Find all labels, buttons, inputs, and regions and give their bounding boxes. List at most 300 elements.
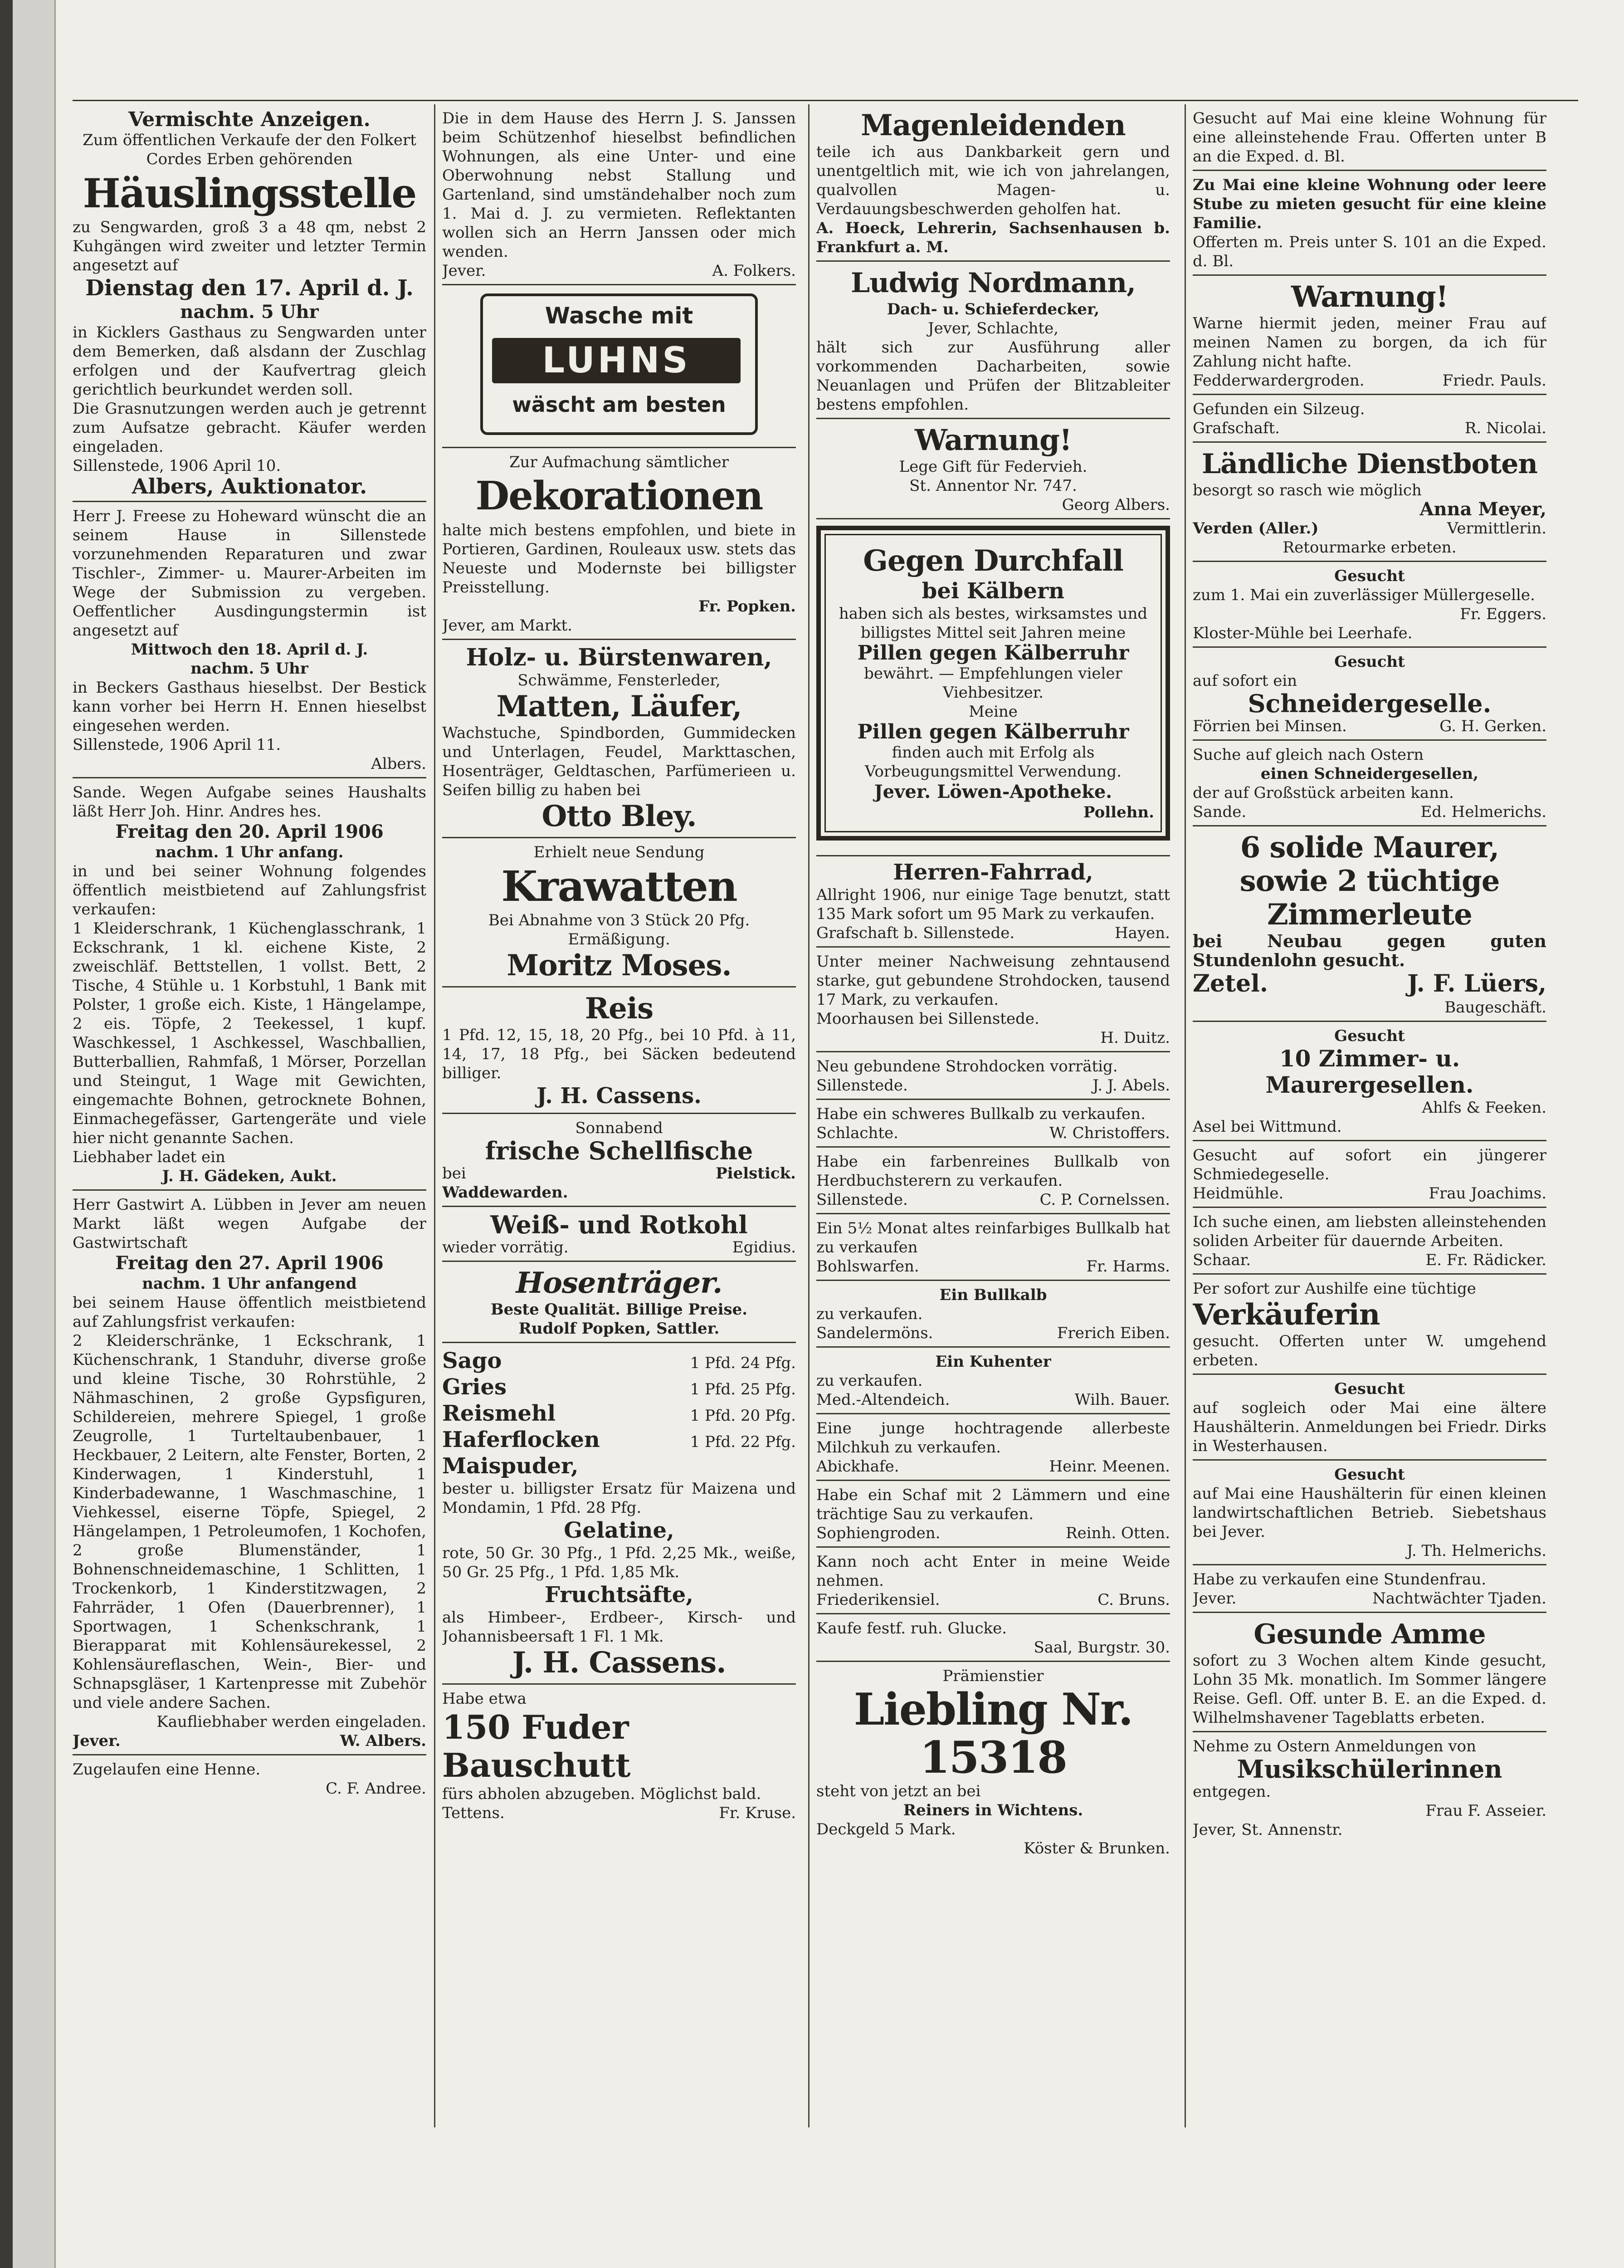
section-title: Vermischte Anzeigen.: [128, 109, 371, 131]
ad-headline: Weiß- und Rotkohl: [490, 1210, 748, 1239]
product-price: 1 Pfd. 22 Pfg.: [690, 1433, 796, 1451]
ad-fee: Deckgeld 5 Mark.: [816, 1820, 956, 1838]
ad-signature: Köster & Brunken.: [1024, 1839, 1170, 1857]
price-row: [442, 1348, 796, 1374]
ad-place: Schaar.: [1193, 1251, 1251, 1269]
ad-time: nachm. 1 Uhr anfang.: [155, 843, 344, 861]
ad-signature-row: [816, 1076, 1170, 1095]
ad-signature: A. Hoeck, Lehrerin, Sachsenhausen b. Frankfurt a. M.: [816, 219, 1170, 256]
ad-arbeiter: [1193, 1212, 1546, 1275]
ad-signature-row: [1193, 419, 1546, 438]
ad-signature-row: [442, 261, 796, 280]
ad-signature-row: [1193, 717, 1546, 736]
ad-headline: Musikschülerinnen: [1237, 1755, 1502, 1784]
ad-headline: Ein Kuhenter: [935, 1353, 1051, 1371]
product-name: Pillen gegen Kälberruhr: [857, 720, 1129, 743]
ad-verkaeuferin: [1193, 1279, 1546, 1375]
ad-text: zu Sengwarden, groß 3 a 48 qm, nebst 2 Kuhgängen wird zweiter und letzter Termin angesetzt auf: [73, 218, 426, 274]
ad-signature: Georg Albers.: [1062, 496, 1170, 514]
column-3: [816, 109, 1170, 2123]
product-price: 1 Pfd. 25 Pfg.: [690, 1380, 796, 1398]
ad-text: Nehme zu Ostern Anmeldungen von: [1193, 1737, 1477, 1755]
ad-otten: [816, 1486, 1170, 1548]
ad-text: Ich suche einen, am liebsten alleinstehenden soliden Arbeiter für dauernde Arbeiten.: [1193, 1213, 1546, 1250]
ad-headline: Schneidergeselle.: [1248, 689, 1492, 718]
ad-text: Beste Qualität. Billige Preise.: [490, 1300, 748, 1319]
ad-signature: W. Albers.: [340, 1732, 426, 1750]
ad-freese: [73, 507, 426, 778]
ad-headline: Liebling Nr. 15318: [853, 1684, 1133, 1783]
ad-signature: C. F. Andree.: [326, 1779, 426, 1798]
ad-signature: Moritz Moses.: [507, 948, 732, 982]
ad-text: Neu gebundene Strohdocken vorrätig.: [816, 1057, 1118, 1075]
ad-signature: Frerich Eiben.: [1057, 1324, 1170, 1342]
ad-signature: J. F. Lüers,: [1407, 970, 1546, 997]
product-price: 1 Pfd. 20 Pfg.: [690, 1407, 796, 1425]
ad-text: Eine junge hochtragende allerbeste Milchkuh zu verkaufen.: [816, 1419, 1170, 1457]
column-rule: [808, 104, 810, 2127]
ad-place: Verden (Aller.): [1193, 519, 1319, 538]
ad-schneidergeselle: [1193, 652, 1546, 741]
ad-intro: Zur Aufmachung sämtlicher: [509, 453, 729, 471]
ad-christoffers: [816, 1105, 1170, 1148]
ad-text: fürs abholen abzugeben. Möglichst bald.: [442, 1785, 761, 1803]
ad-prefix: bei: [442, 1164, 466, 1183]
ad-place: Sillenstede, 1906 April 10.: [73, 457, 281, 475]
ad-signature: Heinr. Meenen.: [1049, 1457, 1170, 1476]
ad-headline: Magenleidenden: [861, 109, 1126, 142]
ad-text: Gesucht auf sofort ein jüngerer Schmiedegeselle.: [1193, 1146, 1546, 1183]
ad-text: Liebhaber ladet ein: [73, 1148, 225, 1166]
ad-headline: sowie 2 tüchtige Zimmerleute: [1239, 864, 1500, 932]
ad-signature-row: [816, 924, 1170, 943]
ad-headline: 150 Fuder Bauschutt: [442, 1708, 631, 1784]
ad-text: Allright 1906, nur einige Tage benutzt, statt 135 Mark sofort um 95 Mark zu verkaufen.: [816, 886, 1170, 923]
ad-schellfische: [442, 1119, 796, 1207]
ad-text: Habe ein Schaf mit 2 Lämmern und eine trächtige Sau zu verkaufen.: [816, 1486, 1170, 1523]
ad-text: in Kicklers Gasthaus zu Sengwarden unter dem Bemerken, daß alsdann der Zuschlag erfolgen und der Kaufvertrag gleich gerichtlich beurkundet werden soll.: [73, 323, 426, 399]
ad-signature: H. Duitz.: [1100, 1029, 1170, 1047]
ad-text: bewährt. — Empfehlungen vieler Viehbesitzer.: [864, 665, 1122, 702]
ad-text: Gefunden ein Silzeug.: [1193, 400, 1365, 418]
ad-headline: einen Schneidergesellen,: [1260, 765, 1479, 783]
logo-bottom-text: wäscht am besten: [512, 392, 726, 417]
ad-date: Dienstag den 17. April d. J.: [85, 275, 414, 301]
ad-headline: Gesucht: [1334, 653, 1405, 671]
ad-signature-row: [816, 1390, 1170, 1409]
ad-intro: Erhielt neue Sendung: [533, 843, 705, 861]
ad-role: Vermittlerin.: [1447, 519, 1546, 538]
ad-signature-row: [816, 1524, 1170, 1543]
ad-bruns: [816, 1552, 1170, 1614]
ad-text: halte mich bestens empfohlen, und biete in Portieren, Gardinen, Rouleaux usw. stets das Neueste und Modernste bei billigster Preisstellung.: [442, 521, 796, 596]
book-spine: [0, 0, 13, 2268]
ad-headline: Gesucht: [1334, 1466, 1405, 1484]
ad-dekorationen: [442, 453, 796, 640]
product-name: Reismehl: [442, 1401, 556, 1426]
ad-headline: Warnung!: [1291, 280, 1448, 314]
ad-signature: W. Christoffers.: [1049, 1124, 1170, 1142]
ad-signature-row: [816, 1457, 1170, 1476]
ad-headline: Dekorationen: [475, 473, 763, 519]
ad-sande: [73, 783, 426, 1191]
ad-cassens-groceries: [442, 1348, 796, 1685]
price-row: [442, 1374, 796, 1400]
ad-headline: 6 solide Maurer,: [1240, 831, 1499, 865]
ad-owner: Reiners in Wichtens.: [903, 1801, 1083, 1819]
ad-signature: C. P. Cornelssen.: [1039, 1191, 1170, 1209]
ad-text: Kann noch acht Enter in meine Weide nehmen.: [816, 1553, 1170, 1590]
product-price: bester u. billigster Ersatz für Maizena und Mondamin, 1 Pfd. 28 Pfg.: [442, 1480, 796, 1517]
ad-moses: [442, 843, 796, 987]
ad-maurer: [1193, 831, 1546, 1022]
ad-text: Suche auf gleich nach Ostern: [1193, 746, 1424, 764]
ad-stube: [1193, 176, 1546, 276]
product-name: Pillen gegen Kälberruhr: [857, 641, 1129, 665]
ad-signature-row: [1193, 371, 1546, 390]
price-row: [442, 1427, 796, 1453]
ad-signature-row: [1193, 1589, 1546, 1608]
ad-cornelssen: [816, 1152, 1170, 1214]
ad-signature: Saal, Burgstr. 30.: [1034, 1638, 1170, 1657]
column-4: [1193, 109, 1546, 2123]
ad-date: Mittwoch den 18. April d. J.: [131, 640, 368, 659]
top-rule: [73, 100, 1578, 101]
boxed-ad-inner: [824, 534, 1162, 832]
ad-signature: R. Nicolai.: [1464, 419, 1546, 437]
ad-text: auf sogleich oder Mai eine ältere Haushälterin. Anmeldungen bei Friedr. Dirks in Westerhausen.: [1193, 1399, 1546, 1455]
ad-signature: G. H. Gerken.: [1439, 717, 1546, 735]
ad-text: Habe ein farbenreines Bullkalb von Herdbuchsterern zu verkaufen.: [816, 1153, 1170, 1190]
ad-text: Kaufe festf. ruh. Glucke.: [816, 1619, 1007, 1637]
ad-signature: J. Th. Helmerichs.: [1406, 1542, 1546, 1560]
ad-place: Sillenstede, 1906 April 11.: [73, 736, 281, 754]
ad-signature: J. H. Cassens.: [536, 1083, 702, 1109]
ad-zimmergesellen: [1193, 1026, 1546, 1141]
ad-signature-row: [816, 1590, 1170, 1609]
ad-place: Sillenstede.: [816, 1076, 908, 1095]
ad-text: Unter meiner Nachweisung zehntausend starke, gut gebundene Strohdocken, tausend 17 Mark, zu verkaufen.: [816, 953, 1170, 1009]
ad-place: Bohlswarfen.: [816, 1257, 919, 1276]
product-name: Gelatine,: [564, 1518, 674, 1543]
ad-text: Die Grasnutzungen werden auch je getrennt zum Aufsatze gebracht. Käufer werden eingeladen.: [73, 400, 426, 456]
ad-headline: Verkäuferin: [1193, 1298, 1380, 1332]
ad-text: Bei Abnahme von 3 Stück 20 Pfg. Ermäßigung.: [488, 911, 750, 948]
ad-signature-row: [1193, 1251, 1546, 1270]
ad-signature: Anna Meyer,: [1419, 499, 1546, 520]
newspaper-page: [73, 100, 1578, 2127]
ad-intro: Zum öffentlichen Verkaufe der den Folkert Cordes Erben gehörenden: [83, 131, 416, 168]
ad-warnung-pauls: [1193, 280, 1546, 395]
ad-dienstboten: [1193, 447, 1546, 562]
ad-signature: Ed. Helmerichs.: [1420, 803, 1546, 821]
ad-headline: Matten, Läufer,: [496, 689, 742, 723]
ad-harms: [816, 1219, 1170, 1281]
ad-text: der auf Großstück arbeiten kann.: [1193, 784, 1454, 802]
ad-place: Moorhausen bei Sillenstede.: [816, 1010, 1039, 1028]
ad-headline: bei Kälbern: [922, 578, 1065, 604]
ad-luebben: [73, 1195, 426, 1755]
product-price: rote, 50 Gr. 30 Pfg., 1 Pfd. 2,25 Mk., weiße, 50 Gr. 25 Pfg., 1 Pfd. 1,85 Mk.: [442, 1544, 796, 1581]
ad-signature-row: [1193, 802, 1546, 821]
ad-schmiedegeselle: [1193, 1146, 1546, 1208]
ad-text: Habe zu verkaufen eine Stundenfrau.: [1193, 1570, 1487, 1589]
ad-henne: [73, 1760, 426, 1802]
ad-musikschuelerinnen: [1193, 1737, 1546, 1843]
divider: [816, 855, 1170, 856]
ad-haushaelterin-1: [1193, 1379, 1546, 1461]
ad-headline: frische Schellfische: [485, 1136, 753, 1165]
ad-text: Offerten m. Preis unter S. 101 an die Exped. d. Bl.: [1193, 233, 1546, 270]
ad-text: sofort zu 3 Wochen altem Kinde gesucht, Lohn 35 Mk. monatlich. Im Sommer längere Reise. Gefl. Off. unter B. E. an die Exped. d. Wilhelmshavener Tageblatts erbeten.: [1193, 1652, 1546, 1727]
column-rule: [1185, 104, 1186, 2127]
ad-text: zu verkaufen.: [816, 1305, 923, 1323]
ad-signature: J. H. Cassens.: [512, 1646, 726, 1680]
ad-text: Herr J. Freese zu Hoheward wünscht die an seinem Hause in Sillenstede vorzunehmenden Reparaturen und zwar Tischler-, Zimmer- u. Maurer-Arbeiten im Wege der Submission zu vergeben. Oeffentlicher Ausdingungstermin ist angesetzt auf: [73, 507, 426, 640]
ad-text: bei Neubau gegen guten Stundenlohn gesucht.: [1193, 931, 1546, 970]
ad-fahrrad: [816, 859, 1170, 948]
ad-place: Sande.: [1193, 803, 1247, 821]
ad-time: nachm. 1 Uhr anfangend: [142, 1275, 357, 1293]
ad-signature: Fr. Eggers.: [1460, 605, 1546, 623]
ad-schneidergesellen: [1193, 745, 1546, 826]
ad-signature: Frau F. Asseier.: [1425, 1802, 1546, 1820]
ad-place: Jever.: [442, 262, 486, 280]
ad-text: Sande. Wegen Aufgabe seines Haushalts läßt Herr Joh. Hinr. Andres hes.: [73, 783, 426, 821]
ad-headline: 10 Zimmer- u. Maurergesellen.: [1265, 1045, 1474, 1098]
ad-headline: Herren-Fahrrad,: [893, 860, 1093, 885]
ad-signature-row: [1193, 1184, 1546, 1203]
ad-signature: Ahlfs & Feeken.: [1422, 1099, 1546, 1117]
ad-text: Kaufliebhaber werden eingeladen.: [156, 1713, 426, 1731]
ad-reis: [442, 992, 796, 1114]
ad-text: Die in dem Hause des Herrn J. S. Janssen beim Schützenhof hieselbst befindlichen Wohnungen, als eine Unter- und eine Oberwohnung nebst Stallung und Gartenland, sind umständehalber noch zum 1. Mai d. J. zu vermieten. Reflektanten wollen sich an Herrn Janssen oder mich wenden.: [442, 109, 796, 261]
ad-text: zu verkaufen.: [816, 1372, 923, 1390]
ad-silzeug: [1193, 400, 1546, 443]
ad-place: Jever, St. Annenstr.: [1193, 1821, 1343, 1839]
boxed-ad-frame: [816, 526, 1170, 841]
ad-signature: Fr. Kruse.: [719, 1804, 796, 1822]
ad-text: Per sofort zur Aushilfe eine tüchtige: [1193, 1280, 1476, 1298]
ad-text: auf sofort ein: [1193, 672, 1297, 690]
luhns-logo: [480, 293, 758, 435]
ad-intro: Prämienstier: [942, 1667, 1044, 1685]
ad-haeuslingsstelle: [73, 131, 426, 502]
ad-text: Lege Gift für Federvieh.: [899, 458, 1088, 476]
ad-luhns: [442, 293, 796, 448]
ad-headline: Gesucht: [1334, 1380, 1405, 1398]
ad-place: Waddewarden.: [442, 1183, 568, 1202]
ad-text: 1 Pfd. 12, 15, 18, 20 Pfg., bei 10 Pfd. à 11, 14, 17, 18 Pfg., bei Säcken bedeutend billiger.: [442, 1026, 796, 1082]
ad-place: Abickhafe.: [816, 1457, 899, 1476]
ad-place: Jever, am Markt.: [442, 616, 572, 635]
ad-signature: Pollehn.: [1083, 803, 1154, 821]
ad-text: wieder vorrätig.: [442, 1238, 569, 1256]
ad-janssen: [442, 109, 796, 285]
ad-signature: Wilh. Bauer.: [1074, 1391, 1170, 1409]
ad-text: besorgt so rasch wie möglich: [1193, 481, 1422, 499]
ad-signature: Reinh. Otten.: [1065, 1524, 1170, 1542]
ad-items: 2 Kleiderschränke, 1 Eckschrank, 1 Küchenschrank, 1 Standuhr, diverse große und kleine Tische, 30 Rohrstühle, 2 Nähmaschinen, 2 große Gypsfiguren, Schildereien, mehrere Spiegel, 1 große Zeugrolle, 1 Turteltaubenbauer, 1 Heckbauer, 2 Leitern, alte Fenster, Borten, 2 Kinderwagen, 1 Kinderstuhl, 1 Kinderbadewanne, 1 Waschmaschine, 1 Viehkessel, eiserne Töpfe, Spiegel, 2 Hängelampen, 1 Petroleumofen, 1 Kochofen, 2 große Blumenständer, 1 Bohnenschneidemaschine, 1 Schlitten, 1 Trockenkorb, 1 Kinderstitzwagen, 2 Fahrräder, 1 Ofen (Dauerbrenner), 1 Sportwagen, 1 Schenkschrank, 1 Bierapparat mit Kohlensäurekessel, 2 Kohlensäureflaschen, Wein-, Bier- und Schnapsgläser, 1 Kartenpresse mit Zubehör und viele andere Sachen.: [73, 1332, 426, 1712]
product-name: Maispuder,: [442, 1453, 579, 1479]
ad-place: Sandelermöns.: [816, 1324, 933, 1342]
ad-place: Asel bei Wittmund.: [1193, 1118, 1342, 1136]
ad-headline: Ludwig Nordmann,: [851, 267, 1136, 299]
ad-bley: [442, 645, 796, 838]
ad-signature-row: [816, 1257, 1170, 1276]
ad-rotkohl: [442, 1212, 796, 1262]
ad-role: Baugeschäft.: [1444, 998, 1546, 1017]
ad-place: Schlachte.: [816, 1124, 898, 1142]
ad-address: St. Annentor Nr. 747.: [909, 477, 1077, 495]
ad-headline: Warnung!: [915, 423, 1072, 457]
ad-text: Wachstuche, Spindborden, Gummidecken und Unterlagen, Feudel, Markttaschen, Hosenträger, Geldtaschen, Parfümerieen u. Seifen billig zu haben bei: [442, 724, 796, 799]
product-price: als Himbeer-, Erdbeer-, Kirsch- und Johannisbeersaft 1 Fl. 1 Mk.: [442, 1608, 796, 1646]
product-name: Sago: [442, 1348, 502, 1374]
ad-subhead: Schwämme, Fensterleder,: [517, 671, 721, 689]
product-name: Fruchtsäfte,: [545, 1582, 693, 1608]
ad-signature-row: [442, 1804, 796, 1823]
ad-headline: Häuslingsstelle: [83, 170, 416, 217]
ad-place: Sophiengroden.: [816, 1524, 941, 1542]
ad-place: Förrien bei Minsen.: [1193, 717, 1347, 735]
ad-signature: Fr. Harms.: [1086, 1257, 1170, 1276]
ad-text: Warne hiermit jeden, meiner Frau auf meinen Namen zu borgen, da ich für Zahlung nicht hafte.: [1193, 314, 1546, 371]
column-rule: [434, 104, 435, 2127]
ad-text: Habe etwa: [442, 1690, 527, 1708]
ad-place: Tettens.: [442, 1804, 505, 1822]
column-1: [73, 109, 426, 2123]
ad-warnung-gift: [816, 424, 1170, 519]
ad-headline: Zu Mai eine kleine Wohnung oder leere Stube zu mieten gesucht für eine kleine Familie.: [1193, 176, 1546, 232]
ad-signature-row: [1193, 519, 1546, 538]
ad-signature-row: [816, 1124, 1170, 1143]
ad-text: Ein 5½ Monat altes reinfarbiges Bullkalb hat zu verkaufen: [816, 1219, 1170, 1256]
ad-haushaelterin-2: [1193, 1465, 1546, 1565]
ad-text: Gesucht auf Mai eine kleine Wohnung für eine alleinstehende Frau. Offerten unter B an die Exped. d. Bl.: [1193, 109, 1546, 166]
ad-signature: A. Folkers.: [712, 262, 796, 280]
ad-time: nachm. 5 Uhr: [180, 301, 319, 323]
column-2: [442, 109, 796, 2123]
ad-intro: Sonnabend: [575, 1119, 663, 1137]
ad-text: Meine: [969, 703, 1018, 721]
ad-signature: J. J. Abels.: [1092, 1076, 1170, 1095]
ad-signature: J. H. Gädeken, Aukt.: [162, 1167, 337, 1185]
ad-signature: Nachtwächter Tjaden.: [1372, 1589, 1546, 1608]
ad-items: 1 Kleiderschrank, 1 Küchenglasschrank, 1 Eckschrank, 1 kl. eichene Kiste, 2 zweischläf. Bettstellen, 1 vollst. Bett, 2 Tische, 4 Stühle u. 1 Korbstuhl, 1 Bank mit Polster, 1 große eich. Kiste, 1 Hängelampe, 2 eis. Töpfe, 2 Teekessel, 1 kupf. Waschkessel, 1 Aschkessel, Waschballien, Butterballien, Rahmfaß, 1 Mörser, Porzellan und Steingut, 1 Wage mit Gewichten, eingemachte Bohnen, getrocknete Bohnen, Einmachegefässer, Gartengeräte und viele hier nicht genannte Sachen.: [73, 919, 426, 1147]
ad-signature: Frau Joachims.: [1429, 1184, 1546, 1202]
ad-magenleidenden: [816, 109, 1170, 262]
ad-text: haben sich als bestes, wirksamstes und billigstes Mittel seit Jahren meine: [839, 605, 1148, 642]
ad-signature: Rudolf Popken, Sattler.: [518, 1320, 720, 1338]
ad-headline: Gesucht: [1334, 1027, 1405, 1045]
ad-signature-row: [73, 1731, 426, 1750]
ad-signature: Albers.: [371, 755, 426, 773]
ad-date: Freitag den 20. April 1906: [115, 821, 384, 842]
ad-muellergeselle: [1193, 567, 1546, 648]
ad-headline: Gesunde Amme: [1253, 1618, 1486, 1650]
ad-headline: Reis: [585, 992, 654, 1026]
ad-text: hält sich zur Ausführung aller vorkommenden Dacharbeiten, sowie Neuanlagen und Prüfen der Blitzableiter bestens empfohlen.: [816, 338, 1170, 414]
ad-wohnung: [1193, 109, 1546, 171]
ad-text: in und bei seiner Wohnung folgendes öffentlich meistbietend auf Zahlungsfrist verkaufen:: [73, 862, 426, 919]
ad-stundenfrau: [1193, 1570, 1546, 1613]
ad-text: auf Mai eine Haushälterin für einen kleinen landwirtschaftlichen Betrieb. Siebetshaus bei Jever.: [1193, 1485, 1546, 1541]
ad-text: gesucht. Offerten unter W. umgehend erbeten.: [1193, 1332, 1546, 1369]
ad-strohdocken: [816, 952, 1170, 1052]
ad-text: bei seinem Hause öffentlich meistbietend auf Zahlungsfrist verkaufen:: [73, 1294, 426, 1331]
ad-date: Freitag den 27. April 1906: [115, 1252, 384, 1274]
ad-place: Heidmühle.: [1193, 1184, 1284, 1202]
ad-nordmann: [816, 266, 1170, 419]
ad-signature: Egidius.: [732, 1238, 796, 1256]
ad-time: nachm. 5 Uhr: [190, 660, 308, 678]
ad-place: Kloster-Mühle bei Leerhafe.: [1193, 624, 1413, 642]
ad-place: Jever, Schlachte,: [927, 319, 1059, 337]
ad-text: Herr Gastwirt A. Lübben in Jever am neuen Markt läßt wegen Aufgabe der Gastwirtschaft: [73, 1196, 426, 1252]
ad-signature-row: [816, 1190, 1170, 1209]
ad-signature-row: [1193, 970, 1546, 998]
ad-signature-row: [442, 1164, 796, 1183]
ad-place: Sillenstede.: [816, 1191, 908, 1209]
ad-bauschutt: [442, 1689, 796, 1826]
ad-eiben: [816, 1286, 1170, 1348]
ad-text: entgegen.: [1193, 1783, 1271, 1801]
ad-liebling: [816, 1667, 1170, 1862]
ad-signature: Hayen.: [1115, 924, 1170, 942]
ad-signature: Albers, Auktionator.: [132, 474, 367, 499]
ad-signature: C. Bruns.: [1097, 1591, 1170, 1609]
price-row: [442, 1400, 796, 1427]
ad-headline: Gegen Durchfall: [863, 544, 1123, 578]
ad-signature: Fr. Popken.: [698, 597, 796, 616]
ad-subhead: Dach- u. Schieferdecker,: [887, 300, 1100, 318]
ad-meenen: [816, 1419, 1170, 1481]
ad-headline: Hosenträger.: [516, 1266, 722, 1300]
ad-headline: Holz- u. Bürstenwaren,: [466, 644, 772, 671]
product-name: Gries: [442, 1374, 507, 1400]
ad-signature: Otto Bley.: [541, 799, 697, 833]
ad-hosentraeger: [442, 1266, 796, 1343]
ad-headline: Ländliche Dienstboten: [1201, 448, 1538, 480]
ad-place: Grafschaft b. Sillenstede.: [816, 924, 1015, 942]
ad-text: Habe ein schweres Bullkalb zu verkaufen.: [816, 1105, 1146, 1123]
ad-text: finden auch mit Erfolg als Vorbeugungsmittel Verwendung.: [864, 743, 1122, 781]
ad-signature: E. Fr. Rädicker.: [1425, 1251, 1546, 1269]
ad-signature: Pielstick.: [716, 1164, 796, 1183]
ad-text: Zugelaufen eine Henne.: [73, 1760, 261, 1779]
ad-headline: Gesucht: [1334, 567, 1405, 585]
ad-durchfall: [816, 526, 1170, 850]
ad-headline: Krawatten: [501, 862, 737, 911]
ad-text: steht von jetzt an bei: [816, 1782, 981, 1800]
ad-place: Jever.: [73, 1732, 121, 1750]
product-price: 1 Pfd. 24 Pfg.: [690, 1354, 796, 1372]
ad-place: Med.-Altendeich.: [816, 1391, 950, 1409]
ad-text: in Beckers Gasthaus hieselbst. Der Bestick kann vorher bei Herrn H. Ennen hieselbst eingesehen werden.: [73, 679, 426, 735]
ad-bauer: [816, 1352, 1170, 1414]
ad-text: teile ich aus Dankbarkeit gern und unentgeltlich mit, wie ich von jahrelangen, qualvollen Magen- u. Verdauungsbeschwerden geholfen hat.: [816, 143, 1170, 218]
ad-place: Fedderwardergroden.: [1193, 371, 1365, 390]
ad-place: Zetel.: [1193, 970, 1268, 997]
ad-text: zum 1. Mai ein zuverlässiger Müllergeselle.: [1193, 586, 1535, 604]
ad-glucke: [816, 1619, 1170, 1662]
ad-signature-row: [442, 1238, 796, 1257]
ad-abels: [816, 1057, 1170, 1100]
ad-place: Jever.: [1193, 1589, 1237, 1608]
logo-top-text: Wasche mit: [545, 303, 693, 329]
ad-place: Grafschaft.: [1193, 419, 1280, 437]
